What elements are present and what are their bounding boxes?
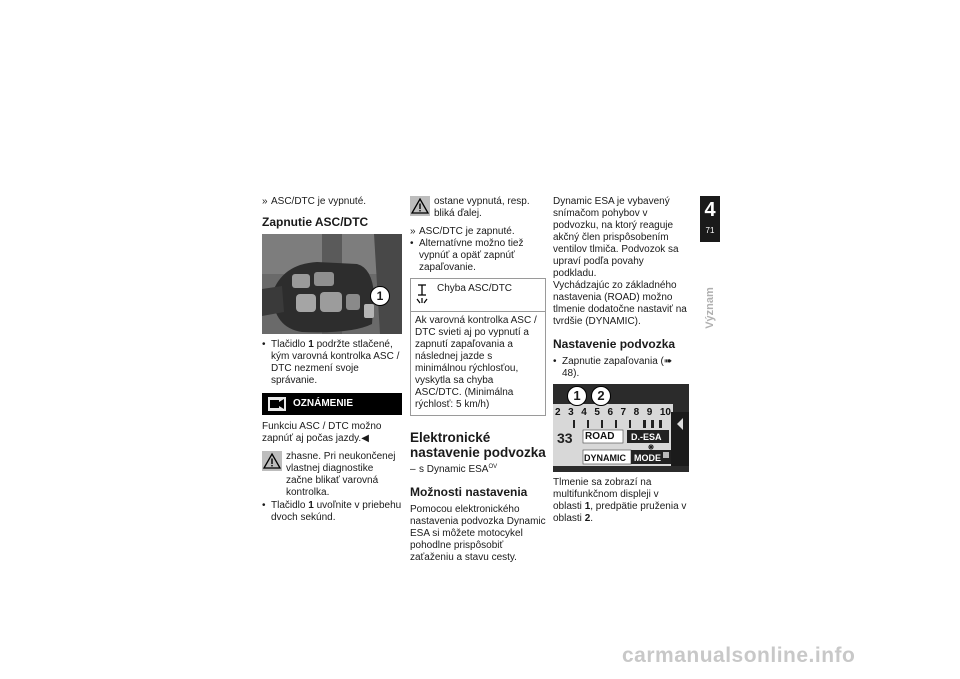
column-1 [262,196,402,524]
section-heading-options: Možnosti nastavenia [410,485,528,499]
bullet-release-button: • Tlačidlo 1 uvoľnite v priebehu dvoch sekúnd. [262,500,402,524]
error-box-title: Chyba ASC/DTC [437,283,513,294]
column-2 [410,196,546,564]
warning-light-note: zhasne. Pri neukončenej vlastnej diagnostike začne blikať varovná kontrolka. [262,451,402,499]
display-desa-label: D.-ESA [631,432,662,442]
notice-text: Funkciu ASC / DTC možno zapnúť aj počas jazdy.◀ [262,421,382,444]
fault-icon [415,283,429,305]
display-mode-label: MODE [634,453,661,463]
chapter-title-vertical: Význam [704,287,716,329]
watermark: carmanualsonline.info [622,644,856,667]
chapter-number: 4 [704,199,716,221]
options-paragraph: Pomocou elektronického nastavenia podvozka Dynamic ESA si môžete motocykel pohodlne prispôsobiť zaťaženiu a stavu cesty. [410,504,546,563]
option-line: – s Dynamic $ESA^{OV}$ [410,464,546,476]
section-heading-adjust: Nastavenie podvozka [553,337,676,351]
bullet-ignition: • Zapnutie zapaľovania (➠ 48). [553,356,689,380]
warning-light-icon [262,451,282,471]
display-dynamic-label: DYNAMIC [584,453,626,463]
warning-light-note-2: ostane vypnutá, resp. bliká ďalej. [410,196,546,220]
page-ref-arrow-icon: ➠ [663,356,673,367]
end-mark: ◀ [361,433,369,444]
display-callout-2: 2 [591,386,611,406]
notice-banner [262,393,402,415]
error-box-header [411,279,545,312]
bullet-alternative: • Alternatívne možno tiež vypnúť a opäť zapnúť zapaľovanie. [410,238,546,274]
section-heading-asc-on: Zapnutie ASC/DTC [262,215,369,229]
page-number: 71 [705,226,715,235]
base-setting-paragraph: Vychádzajúc zo základného nastavenia (ROAD) možno tlmenie dodatočne nastaviť na tvrdšie (DYNAMIC). [553,280,687,327]
photo-callout-1: 1 [370,286,390,306]
esa-description: Dynamic ESA je vybavený snímačom pohybov v podvozku, na ktorý reaguje akčný člen prispôsobením ventilov tlmiča. Podvozok sa upraví podľa povahy podkladu. [553,196,679,279]
handlebar-switch-photo [262,234,402,334]
error-box-body: Ak varovná kontrolka ASC / DTC svieti aj po vypnutí a zapnutí zapaľovania a následnej jazde s minimálnou rýchlosťou, vyskytla sa chyba ASC/DTC. (Minimálna rýchlosť: 5 km/h) [415,315,537,410]
section-heading-suspension: Elektronické nastavenie podvozka [410,430,546,460]
display-road-label: ROAD [585,431,615,442]
result-line: » ASC/DTC je zapnuté. [410,226,546,238]
column-3 [553,196,689,525]
display-explanation: Tlmenie sa zobrazí na multifunkčnom displeji v oblasti 1, predpätie pruženia v oblasti 2. [553,477,687,524]
notice-icon [268,397,286,411]
bullet-press-button: • Tlačidlo 1 podržte stlačené, kým varovná kontrolka ASC / DTC nezmení svoje správanie. [262,339,402,387]
error-box [410,278,546,416]
result-line: » ASC/DTC je vypnuté. [262,196,402,208]
display-digits: 33 [557,430,573,446]
notice-label: OZNÁMENIE [293,398,353,409]
chapter-tab [700,196,720,242]
display-callout-1: 1 [567,386,587,406]
multifunction-display-image [553,384,689,472]
display-scale: 2 3 4 5 6 7 8 9 10 [555,407,671,418]
handlebar-switch-illustration [262,234,402,334]
warning-light-icon [410,196,430,216]
